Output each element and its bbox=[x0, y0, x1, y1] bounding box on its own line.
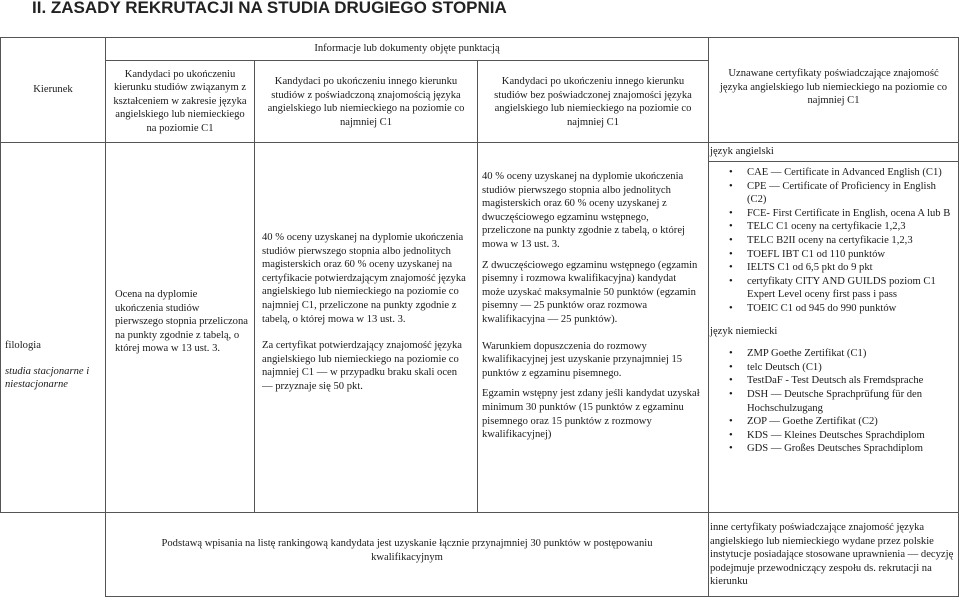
certificate-item: • ZMP Goethe Zertifikat (C1) bbox=[709, 347, 954, 361]
certificate-item: • certyfikaty CITY AND GUILDS poziom C1 Expert Level oceny first pass i pass bbox=[709, 275, 954, 302]
footer-other bbox=[708, 512, 959, 597]
certificate-item: • KDS — Kleines Deutsches Sprachdiplom bbox=[709, 429, 954, 443]
page-title: II. ZASADY REKRUTACJI NA STUDIA DRUGIEGO STOPNIA bbox=[32, 0, 507, 17]
col1-text: Ocena na dyplomie ukończenia studiów pierwszego stopnia przeliczona na punkty zgodnie z tabelą, o której mowa w 13 ust. 3. bbox=[115, 289, 248, 355]
header-informacje bbox=[105, 37, 709, 61]
english-label: język angielski bbox=[710, 146, 774, 157]
certificate-item: • telc Deutsch (C1) bbox=[709, 361, 954, 375]
col3-paragraph-1: 40 % oceny uzyskanej na dyplomie ukończenia studiów pierwszego stopnia albo jednolitych magisterskich oraz 60 % oceny uzyskanej z dwuczęściowego egzaminu wstępnego, przeliczone na punkty zgodnie z tabelą, o której mowa w 13 ust. 3. bbox=[482, 171, 685, 250]
header-col3-text: Kandydaci po ukończeniu innego kierunku studiów bez poświadczonej znajomości języka angielskiego lub niemieckiego na poziomie co najmniej C1 bbox=[494, 76, 692, 128]
col2-paragraph-1: 40 % oceny uzyskanej na dyplomie ukończenia studiów pierwszego stopnia albo jednolitych magisterskich oraz 60 % oceny uzyskanej na certyfikacie potwierdzającym znajomość języka angielskiego lub niemieckiego na poziomie co najmniej C1, przeliczone na punkty zgodnie z tabelą, o której mowa w 13 ust. 3. bbox=[262, 232, 466, 325]
header-col4-text: Uznawane certyfikaty poświadczające znajomość języka angielskiego lub niemieckiego na poziomie co najmniej C1 bbox=[719, 68, 948, 107]
header-col1-text: Kandydaci po ukończeniu kierunku studiów związanym z kształceniem w zakresie języka angielskiego lub niemieckiego na poziomie C1 bbox=[113, 68, 247, 134]
certificate-item: • CAE — Certificate in Advanced English (C1) bbox=[709, 166, 954, 180]
col3-paragraph-4: Egzamin wstępny jest zdany jeśli kandydat uzyskał minimum 30 punktów (15 punktów z egzaminu pisemnego oraz 15 punktów z rozmowy kwalifikacyjnej) bbox=[482, 388, 700, 441]
header-kierunek bbox=[0, 37, 106, 143]
header-col2 bbox=[254, 60, 478, 143]
certificate-item: • IELTS C1 od 6,5 pkt do 9 pkt bbox=[709, 261, 954, 275]
kierunek-name: filologia bbox=[5, 340, 41, 351]
certificate-item: • FCE- First Certificate in English, ocena A lub B bbox=[709, 207, 954, 221]
certificate-item: • DSH — Deutsche Sprachprüfung für den Hochschulzugang bbox=[709, 388, 954, 415]
row-kierunek bbox=[0, 142, 106, 513]
row-certificates bbox=[708, 161, 959, 513]
header-kierunek-text: Kierunek bbox=[33, 84, 73, 96]
english-label-cell bbox=[708, 142, 959, 162]
row-col3 bbox=[477, 142, 709, 513]
certificate-item: • ZOP — Goethe Zertifikat (C2) bbox=[709, 415, 954, 429]
header-col2-text: Kandydaci po ukończeniu innego kierunku studiów z poświadczoną znajomością języka angielskiego lub niemieckiego na poziomie co najmniej C1 bbox=[267, 76, 465, 128]
col2-paragraph-2: Za certyfikat potwierdzający znajomość języka angielskiego lub niemieckiego na poziomie co najmniej C1 — w przypadku braku skali ocen — przyznaje się 50 pkt. bbox=[262, 340, 463, 392]
footer-basis bbox=[105, 512, 709, 597]
english-cert-list bbox=[709, 166, 954, 316]
certificate-item: • TELC B2II oceny na certyfikacie 1,2,3 bbox=[709, 234, 954, 248]
certificate-item: • GDS — Großes Deutsches Sprachdiplom bbox=[709, 442, 954, 456]
col3-paragraph-3: Warunkiem dopuszczenia do rozmowy kwalifikacyjnej jest uzyskanie przynajmniej 15 punktów z egzaminu pisemnego. bbox=[482, 340, 683, 379]
footer-basis-text: Podstawą wpisania na listę rankingową kandydata jest uzyskanie łącznie przynajmniej 30 punktów w postępowaniu kwalifikacyjnym bbox=[161, 538, 653, 563]
row-col2 bbox=[254, 142, 478, 513]
certificate-item: • TestDaF - Test Deutsch als Fremdsprache bbox=[709, 374, 954, 388]
footer-other-text: inne certyfikaty poświadczające znajomość języka angielskiego lub niemieckiego wydane przez polskie instytucje posiadające stosowane uprawnienia — decyzję podejmuje przewodniczący zespołu ds. rekrutacji na kierunku bbox=[710, 522, 954, 588]
certificate-item: • TOEIC C1 od 945 do 990 punktów bbox=[709, 302, 954, 316]
col3-paragraph-2: Z dwuczęściowego egzaminu wstępnego (egzamin pisemny i rozmowa kwalifikacyjna) kandydat może uzyskać maksymalnie 50 punktów (egzamin pisemny — 25 punktów oraz rozmowa kwalifikacyjna — 25 punktów). bbox=[482, 259, 698, 325]
header-col4 bbox=[708, 37, 959, 143]
german-cert-list bbox=[709, 347, 954, 456]
row-col1 bbox=[105, 142, 255, 513]
german-label: język niemiecki bbox=[710, 325, 778, 337]
header-col1 bbox=[105, 60, 255, 143]
kierunek-mode: studia stacjonarne i niestacjonarne bbox=[5, 365, 90, 391]
certificate-item: • TELC C1 oceny na certyfikacie 1,2,3 bbox=[709, 220, 954, 234]
certificate-item: • TOEFL IBT C1 od 110 punktów bbox=[709, 248, 954, 262]
header-col3 bbox=[477, 60, 709, 143]
certificate-item: • CPE — Certificate of Proficiency in English (C2) bbox=[709, 180, 954, 207]
header-informacje-text: Informacje lub dokumenty objęte punktacją bbox=[314, 43, 500, 55]
